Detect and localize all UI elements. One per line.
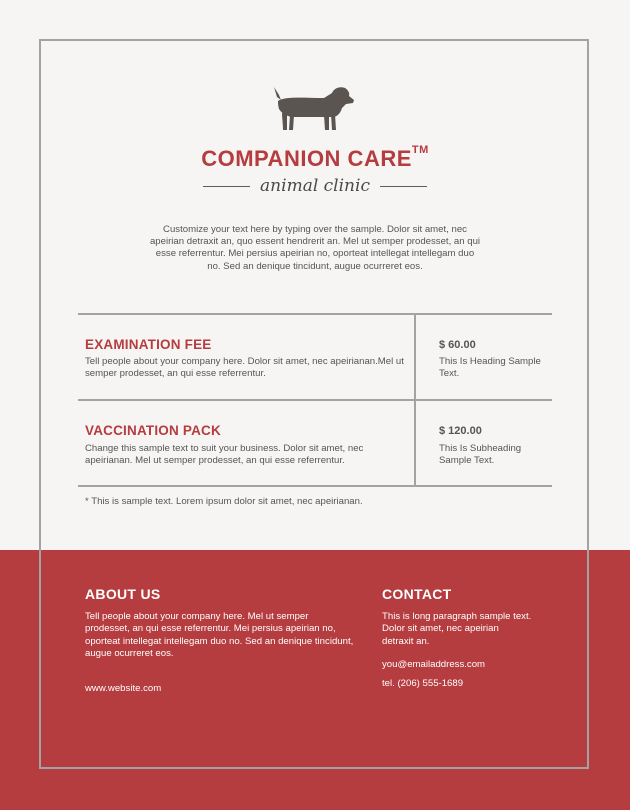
dog-icon	[268, 84, 354, 132]
service-price-vaccination: $ 120.00	[439, 425, 482, 437]
service-description-vaccination: Change this sample text to suit your business. Dolor sit amet, nec apeirianan. Mel ut semper prodesset, an qui esse referrentur.	[85, 443, 364, 466]
intro-paragraph: Customize your text here by typing over the sample. Dolor sit amet, nec apeirian detraxit an, quo essent hendrerit an. Mel ut semper prodesset, an qui esse referrentur. Mei persius apeirian no, oporteat intellegat intellegam duo no. Sed an denique tincidunt, augue ocurreret eos.	[149, 224, 481, 272]
footnote: * This is sample text. Lorem ipsum dolor sit amet, nec apeirianan.	[85, 496, 363, 507]
trademark: TM	[411, 144, 429, 156]
table-rule-bottom	[78, 485, 552, 487]
contact-heading: CONTACT	[382, 586, 452, 602]
website-link[interactable]: www.website.com	[85, 683, 162, 694]
about-text: Tell people about your company here. Mel ut semper prodesset, an qui esse referrentur. Mei persius apeirian no, oporteat intellegat intellegam duo no. Sed an denique tincidunt, augue ocurreret eos.	[85, 611, 354, 659]
tagline-row	[203, 174, 427, 198]
tagline-rule-right	[380, 186, 427, 187]
tagline: animal clinic	[260, 176, 370, 196]
service-title-examination: EXAMINATION FEE	[85, 337, 212, 352]
about-heading: ABOUT US	[85, 586, 161, 602]
service-price-examination: $ 60.00	[439, 339, 476, 351]
table-column-divider	[414, 313, 416, 487]
service-title-vaccination: VACCINATION PACK	[85, 423, 221, 438]
table-rule-top	[78, 313, 552, 315]
contact-text: This is long paragraph sample text. Dolor sit amet, nec apeirian detraxit an.	[382, 611, 532, 647]
service-note-examination: This Is Heading Sample Text.	[439, 356, 541, 379]
service-description-examination: Tell people about your company here. Dolor sit amet, nec apeirianan.Mel ut semper prodesset, an qui esse referrentur.	[85, 356, 404, 379]
tagline-rule-left	[203, 186, 250, 187]
brand-title	[0, 146, 630, 172]
service-note-vaccination: This Is Subheading Sample Text.	[439, 443, 522, 466]
contact-phone: tel. (206) 555-1689	[382, 678, 464, 689]
brand-name: COMPANION CARE	[201, 146, 412, 171]
table-rule-middle	[78, 399, 552, 401]
contact-email[interactable]: you@emailaddress.com	[382, 659, 486, 670]
